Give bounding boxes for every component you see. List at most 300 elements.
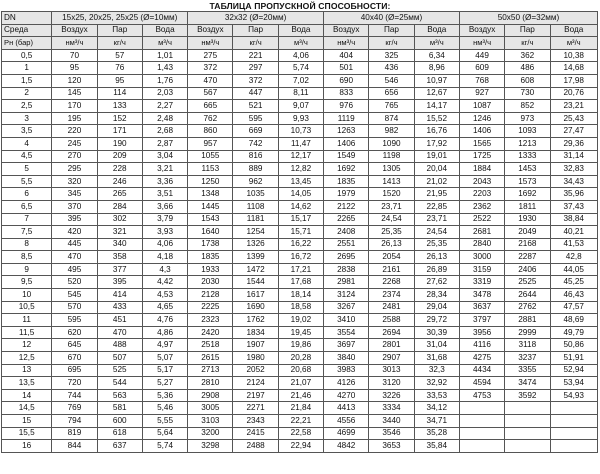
value-cell: 31,04 (414, 339, 459, 352)
value-cell: 37,43 (550, 200, 598, 213)
value-cell: 982 (369, 125, 414, 138)
value-cell: 1573 (505, 175, 550, 188)
unit-water: м³/ч (278, 37, 323, 50)
table-row (2, 125, 598, 138)
value-cell: 7,02 (278, 74, 323, 87)
pressure-cell: 10 (2, 289, 52, 302)
value-cell: 20,76 (550, 87, 598, 100)
value-cell: 1617 (233, 289, 278, 302)
value-cell: 4842 (324, 440, 369, 453)
value-cell: 70 (52, 49, 97, 62)
value-cell: 2615 (188, 352, 233, 365)
value-cell: 17,92 (414, 137, 459, 150)
value-cell: 2043 (459, 175, 504, 188)
value-cell: 957 (188, 137, 233, 150)
pressure-cell: 9 (2, 263, 52, 276)
value-cell: 49,79 (550, 326, 598, 339)
value-cell: 470 (188, 74, 233, 87)
pressure-cell: 8,5 (2, 251, 52, 264)
value-cell: 325 (369, 49, 414, 62)
table-row (2, 377, 598, 390)
value-cell: 1692 (505, 188, 550, 201)
value-cell: 29,72 (414, 314, 459, 327)
pressure-cell: 13,5 (2, 377, 52, 390)
unit-steam: кг/ч (97, 37, 142, 50)
value-cell: 27,62 (414, 276, 459, 289)
value-cell: 24,54 (414, 226, 459, 239)
value-cell: 2981 (324, 276, 369, 289)
value-cell: 42,8 (550, 251, 598, 264)
medium-steam: Пар (97, 24, 142, 37)
value-cell: 2481 (369, 301, 414, 314)
value-cell: 4,65 (142, 301, 187, 314)
value-cell: 4434 (459, 364, 504, 377)
value-cell: 4,06 (142, 238, 187, 251)
value-cell: 794 (52, 415, 97, 428)
value-cell: 34,71 (414, 415, 459, 428)
value-cell (550, 440, 598, 453)
value-cell: 2408 (324, 226, 369, 239)
value-cell: 4,06 (278, 49, 323, 62)
value-cell: 284 (97, 200, 142, 213)
value-cell: 495 (52, 263, 97, 276)
value-cell: 51,91 (550, 352, 598, 365)
value-cell: 645 (52, 339, 97, 352)
unit-air: нм³/ч (459, 37, 504, 50)
value-cell: 23,21 (550, 100, 598, 113)
table-row (2, 427, 598, 440)
pressure-cell: 9,5 (2, 276, 52, 289)
value-cell: 14,17 (414, 100, 459, 113)
value-cell: 3,79 (142, 213, 187, 226)
value-cell: 447 (233, 87, 278, 100)
value-cell: 2052 (233, 364, 278, 377)
value-cell: 1884 (459, 163, 504, 176)
value-cell: 209 (97, 150, 142, 163)
value-cell: 120 (52, 74, 97, 87)
value-cell: 3267 (324, 301, 369, 314)
value-cell: 2030 (188, 276, 233, 289)
value-cell (550, 415, 598, 428)
value-cell: 1445 (188, 200, 233, 213)
value-cell: 152 (97, 112, 142, 125)
pressure-cell: 15,5 (2, 427, 52, 440)
table-row (2, 440, 598, 453)
medium-steam: Пар (233, 24, 278, 37)
value-cell: 27,47 (550, 125, 598, 138)
value-cell: 5,64 (142, 427, 187, 440)
group-header: 32x32 (Ø=20мм) (188, 12, 324, 25)
value-cell: 3637 (459, 301, 504, 314)
value-cell: 1544 (233, 276, 278, 289)
value-cell: 22,94 (278, 440, 323, 453)
pressure-cell: 15 (2, 415, 52, 428)
value-cell: 567 (188, 87, 233, 100)
value-cell: 358 (97, 251, 142, 264)
value-cell: 297 (233, 62, 278, 75)
value-cell: 2128 (188, 289, 233, 302)
value-cell: 6,34 (414, 49, 459, 62)
pressure-cell: 12 (2, 339, 52, 352)
value-cell: 41,53 (550, 238, 598, 251)
value-cell: 1108 (233, 200, 278, 213)
value-cell: 1246 (459, 112, 504, 125)
value-cell: 5,17 (142, 364, 187, 377)
pressure-cell: 10,5 (2, 301, 52, 314)
value-cell: 2810 (188, 377, 233, 390)
value-cell: 24,54 (369, 213, 414, 226)
table-row (2, 251, 598, 264)
value-cell: 25,43 (550, 112, 598, 125)
value-cell: 4,76 (142, 314, 187, 327)
pressure-cell: 7 (2, 213, 52, 226)
value-cell: 874 (369, 112, 414, 125)
pressure-cell: 1 (2, 62, 52, 75)
value-cell: 695 (52, 364, 97, 377)
value-cell: 302 (97, 213, 142, 226)
value-cell: 32,83 (550, 163, 598, 176)
medium-air: Воздух (459, 24, 504, 37)
value-cell: 76 (97, 62, 142, 75)
value-cell: 340 (97, 238, 142, 251)
value-cell: 4,86 (142, 326, 187, 339)
value-cell: 546 (369, 74, 414, 87)
value-cell: 19,02 (278, 314, 323, 327)
value-cell: 35,84 (414, 440, 459, 453)
pressure-label: Рн (бар) (2, 37, 52, 50)
value-cell: 20,28 (278, 352, 323, 365)
value-cell: 2801 (369, 339, 414, 352)
value-cell: 40,21 (550, 226, 598, 239)
value-cell: 1692 (324, 163, 369, 176)
value-cell: 2268 (369, 276, 414, 289)
value-cell: 436 (369, 62, 414, 75)
value-cell (505, 440, 550, 453)
value-cell: 17,21 (278, 263, 323, 276)
value-cell: 3983 (324, 364, 369, 377)
value-cell: 1549 (324, 150, 369, 163)
pressure-cell: 3 (2, 112, 52, 125)
value-cell: 570 (52, 301, 97, 314)
value-cell: 860 (188, 125, 233, 138)
table-row (2, 163, 598, 176)
value-cell: 3000 (459, 251, 504, 264)
value-cell: 1254 (233, 226, 278, 239)
value-cell: 5,07 (142, 352, 187, 365)
value-cell: 669 (233, 125, 278, 138)
value-cell: 4270 (324, 389, 369, 402)
value-cell: 8,96 (414, 62, 459, 75)
value-cell: 12,67 (414, 87, 459, 100)
unit-steam: кг/ч (369, 37, 414, 50)
value-cell: 53,94 (550, 377, 598, 390)
value-cell: 1725 (459, 150, 504, 163)
value-cell: 404 (324, 49, 369, 62)
table-row (2, 137, 598, 150)
value-cell: 4,42 (142, 276, 187, 289)
value-cell: 1980 (233, 352, 278, 365)
value-cell: 3,36 (142, 175, 187, 188)
value-cell: 270 (52, 150, 97, 163)
value-cell: 765 (369, 100, 414, 113)
value-cell: 1520 (369, 188, 414, 201)
table-row (2, 188, 598, 201)
value-cell: 2,48 (142, 112, 187, 125)
value-cell: 501 (324, 62, 369, 75)
value-cell: 3,93 (142, 226, 187, 239)
value-cell: 2522 (459, 213, 504, 226)
value-cell: 2,87 (142, 137, 187, 150)
value-cell: 520 (52, 276, 97, 289)
value-cell: 962 (233, 175, 278, 188)
value-cell: 35,96 (550, 188, 598, 201)
value-cell: 1250 (188, 175, 233, 188)
value-cell: 9,93 (278, 112, 323, 125)
value-cell: 730 (505, 87, 550, 100)
value-cell: 10,97 (414, 74, 459, 87)
value-cell: 48,69 (550, 314, 598, 327)
value-cell: 486 (505, 62, 550, 75)
table-row (2, 100, 598, 113)
table-row (2, 289, 598, 302)
value-cell: 744 (52, 389, 97, 402)
value-cell: 762 (188, 112, 233, 125)
value-cell: 1198 (369, 150, 414, 163)
value-cell: 2161 (369, 263, 414, 276)
page-title: ТАБЛИЦА ПРОПУСКНОЙ СПОСОБНОСТИ: (209, 1, 391, 11)
value-cell (550, 402, 598, 415)
value-cell: 22,58 (278, 427, 323, 440)
value-cell: 852 (505, 100, 550, 113)
value-cell: 26,13 (414, 251, 459, 264)
value-cell: 133 (97, 100, 142, 113)
header-row-units (2, 37, 598, 50)
value-cell: 3226 (369, 389, 414, 402)
value-cell: 976 (324, 100, 369, 113)
table-row (2, 62, 598, 75)
value-cell: 10,38 (550, 49, 598, 62)
value-cell: 927 (459, 87, 504, 100)
value-cell: 5,36 (142, 389, 187, 402)
value-cell (505, 415, 550, 428)
value-cell: 195 (52, 112, 97, 125)
value-cell (459, 402, 504, 415)
medium-label: Среда (2, 24, 52, 37)
value-cell: 470 (97, 326, 142, 339)
value-cell: 320 (52, 175, 97, 188)
value-cell: 2374 (369, 289, 414, 302)
value-cell: 9,07 (278, 100, 323, 113)
value-cell: 2,27 (142, 100, 187, 113)
pressure-cell: 14,5 (2, 402, 52, 415)
value-cell: 1348 (188, 188, 233, 201)
pressure-cell: 14 (2, 389, 52, 402)
value-cell: 2287 (505, 251, 550, 264)
value-cell: 345 (52, 188, 97, 201)
value-cell: 17,98 (550, 74, 598, 87)
value-cell: 2838 (324, 263, 369, 276)
unit-air: нм³/ч (52, 37, 97, 50)
unit-water: м³/ч (142, 37, 187, 50)
value-cell: 21,95 (414, 188, 459, 201)
value-cell: 395 (52, 213, 97, 226)
pressure-cell: 1,5 (2, 74, 52, 87)
table-row (2, 226, 598, 239)
value-cell: 2415 (233, 427, 278, 440)
value-cell: 1035 (233, 188, 278, 201)
value-cell (550, 427, 598, 440)
medium-air: Воздух (52, 24, 97, 37)
value-cell: 2488 (233, 440, 278, 453)
pressure-cell: 4 (2, 137, 52, 150)
value-cell: 1406 (459, 125, 504, 138)
value-cell: 1762 (233, 314, 278, 327)
value-cell: 23,71 (414, 213, 459, 226)
value-cell: 2695 (324, 251, 369, 264)
value-cell: 2406 (505, 263, 550, 276)
table-row (2, 175, 598, 188)
value-cell: 95 (97, 74, 142, 87)
value-cell: 31,14 (550, 150, 598, 163)
value-cell: 3797 (459, 314, 504, 327)
table-row (2, 74, 598, 87)
value-cell: 395 (97, 276, 142, 289)
value-cell (505, 427, 550, 440)
pressure-cell: 2,5 (2, 100, 52, 113)
value-cell: 171 (97, 125, 142, 138)
value-cell: 1835 (188, 251, 233, 264)
value-cell: 22,85 (414, 200, 459, 213)
group-header: 50x50 (Ø=32мм) (459, 12, 597, 25)
value-cell: 275 (188, 49, 233, 62)
value-cell: 4699 (324, 427, 369, 440)
pressure-cell: 6,5 (2, 200, 52, 213)
group-header: 40x40 (Ø=25мм) (324, 12, 460, 25)
pressure-cell: 13 (2, 364, 52, 377)
value-cell: 1305 (369, 163, 414, 176)
value-cell: 2420 (188, 326, 233, 339)
value-cell: 1090 (369, 137, 414, 150)
value-cell: 2551 (324, 238, 369, 251)
value-cell: 2,68 (142, 125, 187, 138)
value-cell: 11,47 (278, 137, 323, 150)
value-cell: 2049 (505, 226, 550, 239)
value-cell: 3118 (505, 339, 550, 352)
value-cell: 2271 (233, 402, 278, 415)
value-cell: 2124 (233, 377, 278, 390)
group-header: 15x25, 20x25, 25x25 (Ø=10мм) (52, 12, 188, 25)
dn-label: DN (2, 12, 52, 25)
value-cell: 246 (97, 175, 142, 188)
value-cell: 50,86 (550, 339, 598, 352)
value-cell: 25,35 (414, 238, 459, 251)
value-cell: 769 (52, 402, 97, 415)
value-cell: 2225 (188, 301, 233, 314)
value-cell: 2762 (505, 301, 550, 314)
value-cell: 2323 (188, 314, 233, 327)
value-cell: 595 (52, 314, 97, 327)
value-cell: 1543 (188, 213, 233, 226)
value-cell: 14,68 (550, 62, 598, 75)
pressure-cell: 2 (2, 87, 52, 100)
medium-steam: Пар (369, 24, 414, 37)
value-cell: 1933 (188, 263, 233, 276)
value-cell: 1835 (324, 175, 369, 188)
value-cell: 46,43 (550, 289, 598, 302)
value-cell: 2694 (369, 326, 414, 339)
value-cell (459, 415, 504, 428)
value-cell: 30,39 (414, 326, 459, 339)
value-cell: 18,58 (278, 301, 323, 314)
value-cell: 1565 (459, 137, 504, 150)
value-cell: 816 (233, 150, 278, 163)
value-cell: 52,94 (550, 364, 598, 377)
value-cell: 1093 (505, 125, 550, 138)
value-cell: 3474 (505, 377, 550, 390)
value-cell: 670 (52, 352, 97, 365)
value-cell: 2362 (459, 200, 504, 213)
value-cell: 2644 (505, 289, 550, 302)
value-cell: 2197 (233, 389, 278, 402)
value-cell: 3546 (369, 427, 414, 440)
table-row (2, 263, 598, 276)
value-cell: 2907 (369, 352, 414, 365)
value-cell: 3697 (324, 339, 369, 352)
pressure-cell: 8 (2, 238, 52, 251)
value-cell: 3319 (459, 276, 504, 289)
value-cell: 3653 (369, 440, 414, 453)
value-cell: 4,53 (142, 289, 187, 302)
table-row (2, 49, 598, 62)
value-cell: 521 (233, 100, 278, 113)
value-cell: 4126 (324, 377, 369, 390)
medium-water: Вода (414, 24, 459, 37)
value-cell: 2168 (505, 238, 550, 251)
value-cell: 190 (97, 137, 142, 150)
value-cell: 2713 (188, 364, 233, 377)
value-cell: 3840 (324, 352, 369, 365)
unit-air: нм³/ч (188, 37, 233, 50)
value-cell: 362 (505, 49, 550, 62)
value-cell: 1406 (324, 137, 369, 150)
value-cell: 20,68 (278, 364, 323, 377)
value-cell: 1087 (459, 100, 504, 113)
value-cell: 620 (52, 326, 97, 339)
value-cell: 4556 (324, 415, 369, 428)
value-cell: 525 (97, 364, 142, 377)
value-cell: 833 (324, 87, 369, 100)
value-cell: 1640 (188, 226, 233, 239)
value-cell: 18,14 (278, 289, 323, 302)
value-cell: 1119 (324, 112, 369, 125)
value-cell: 1213 (505, 137, 550, 150)
value-cell: 372 (188, 62, 233, 75)
value-cell: 228 (97, 163, 142, 176)
value-cell: 33,53 (414, 389, 459, 402)
table-row (2, 150, 598, 163)
value-cell: 14,05 (278, 188, 323, 201)
value-cell: 690 (324, 74, 369, 87)
value-cell: 35,28 (414, 427, 459, 440)
value-cell: 3956 (459, 326, 504, 339)
table-row (2, 238, 598, 251)
value-cell: 973 (505, 112, 550, 125)
value-cell: 1690 (233, 301, 278, 314)
value-cell (505, 402, 550, 415)
pressure-cell: 7,5 (2, 226, 52, 239)
value-cell: 433 (97, 301, 142, 314)
value-cell: 3120 (369, 377, 414, 390)
